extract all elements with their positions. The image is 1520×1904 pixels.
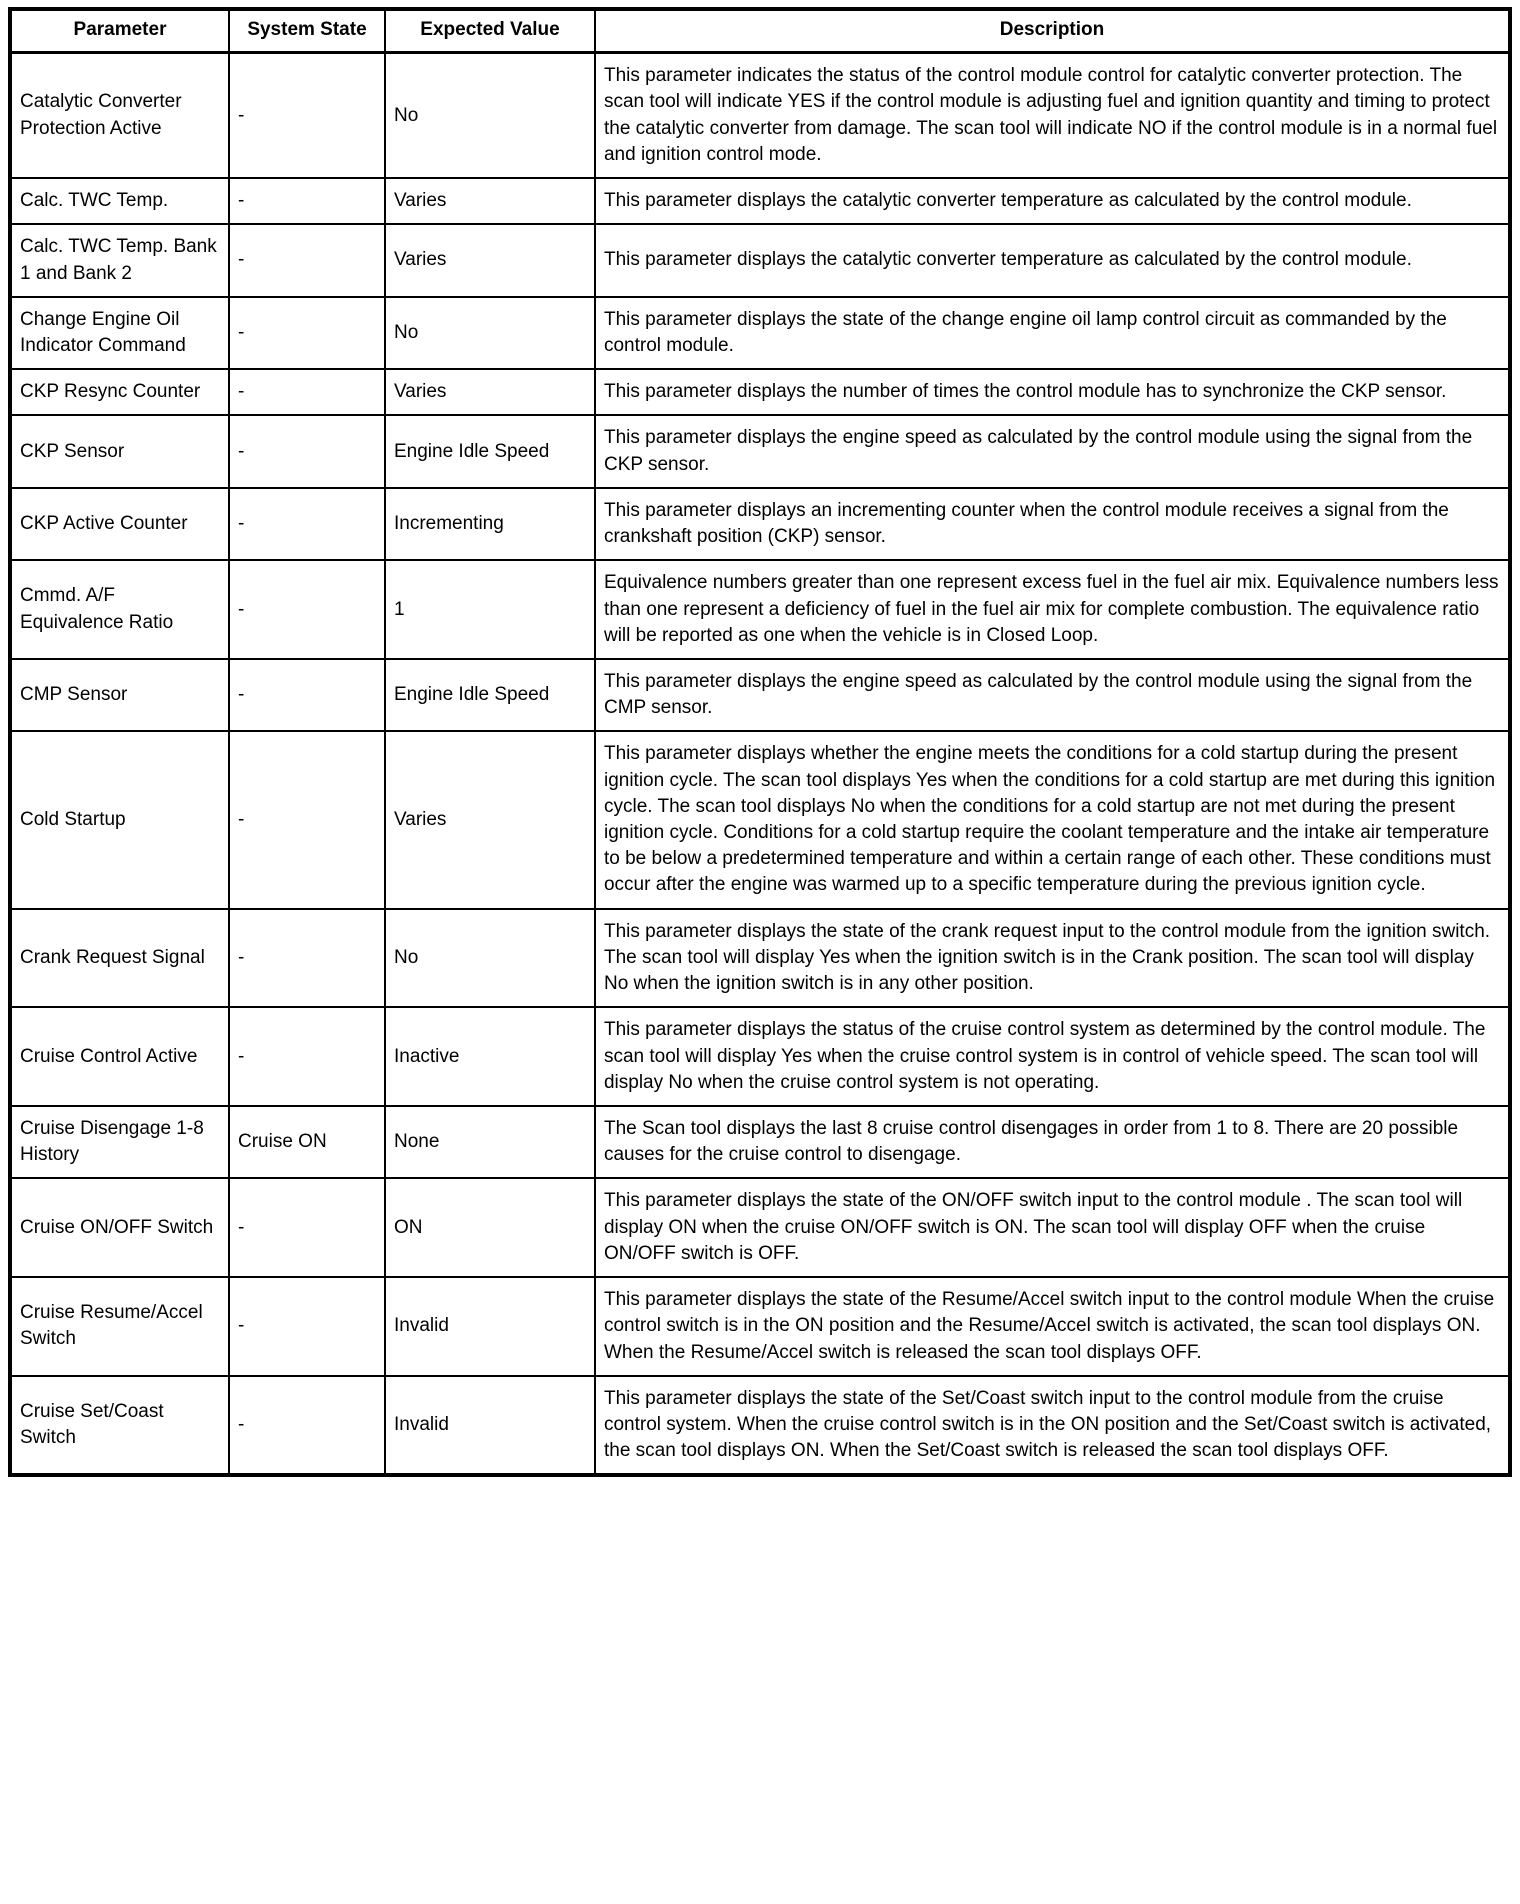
system-state-cell: - (229, 297, 385, 369)
expected-value-cell: Varies (385, 224, 595, 296)
parameter-cell: CMP Sensor (10, 659, 229, 731)
table-row (10, 909, 1510, 1008)
description-cell: This parameter displays whether the engine meets the conditions for a cold startup during the present ignition cycle. The scan tool displays Yes when the conditions for a cold startup are met during this ignition cycle. The scan tool displays No when the conditions for a cold startup are not met during the present ignition cycle. Conditions for a cold startup require the coolant temperature and the intake air temperature to be below a predetermined temperature and within a certain range of each other. These conditions must occur after the engine was warmed up to a specific temperature during the previous ignition cycle. (595, 731, 1510, 908)
expected-value-cell: Invalid (385, 1277, 595, 1376)
parameter-cell: Calc. TWC Temp. (10, 178, 229, 224)
parameter-cell: CKP Sensor (10, 415, 229, 487)
expected-value-cell: Varies (385, 731, 595, 908)
parameter-cell: CKP Active Counter (10, 488, 229, 560)
description-cell: This parameter displays the state of the ON/OFF switch input to the control module . The scan tool will display ON when the cruise ON/OFF switch is ON. The scan tool will display OFF when the cruise ON/OFF switch is OFF. (595, 1178, 1510, 1277)
expected-value-cell: Engine Idle Speed (385, 415, 595, 487)
table-row (10, 731, 1510, 908)
system-state-cell: - (229, 488, 385, 560)
expected-value-cell: None (385, 1106, 595, 1178)
system-state-cell: - (229, 560, 385, 659)
parameter-cell: Cruise Disengage 1-8 History (10, 1106, 229, 1178)
expected-value-cell: ON (385, 1178, 595, 1277)
description-cell: This parameter displays the status of the cruise control system as determined by the control module. The scan tool will display Yes when the cruise control system is in control of vehicle speed. The scan tool will display No when the cruise control system is not operating. (595, 1007, 1510, 1106)
expected-value-cell: No (385, 297, 595, 369)
system-state-cell: - (229, 1376, 385, 1476)
system-state-cell: - (229, 369, 385, 415)
description-cell: This parameter displays an incrementing counter when the control module receives a signal from the crankshaft position (CKP) sensor. (595, 488, 1510, 560)
header-description: Description (595, 9, 1510, 53)
description-cell: This parameter displays the state of the crank request input to the control module from the ignition switch. The scan tool will display Yes when the ignition switch is in the Crank position. The scan tool will display No when the ignition switch is in any other position. (595, 909, 1510, 1008)
system-state-cell: - (229, 1007, 385, 1106)
system-state-cell: - (229, 178, 385, 224)
parameter-cell: Crank Request Signal (10, 909, 229, 1008)
table-body (10, 53, 1510, 1476)
table-row (10, 53, 1510, 178)
system-state-cell: - (229, 731, 385, 908)
description-cell: This parameter indicates the status of the control module control for catalytic converter protection. The scan tool will indicate YES if the control module is adjusting fuel and ignition quantity and timing to protect the catalytic converter from damage. The scan tool will indicate NO if the control module is in a normal fuel and ignition control mode. (595, 53, 1510, 178)
expected-value-cell: No (385, 53, 595, 178)
table-row (10, 369, 1510, 415)
description-cell: This parameter displays the state of the change engine oil lamp control circuit as commanded by the control module. (595, 297, 1510, 369)
parameter-cell: CKP Resync Counter (10, 369, 229, 415)
expected-value-cell: Varies (385, 178, 595, 224)
system-state-cell: - (229, 659, 385, 731)
table-row (10, 415, 1510, 487)
table-row (10, 297, 1510, 369)
description-cell: This parameter displays the engine speed as calculated by the control module using the signal from the CMP sensor. (595, 659, 1510, 731)
parameter-cell: Catalytic Converter Protection Active (10, 53, 229, 178)
parameter-cell: Cruise Control Active (10, 1007, 229, 1106)
description-cell: The Scan tool displays the last 8 cruise control disengages in order from 1 to 8. There are 20 possible causes for the cruise control to disengage. (595, 1106, 1510, 1178)
expected-value-cell: Engine Idle Speed (385, 659, 595, 731)
system-state-cell: - (229, 1178, 385, 1277)
parameter-cell: Cold Startup (10, 731, 229, 908)
expected-value-cell: Varies (385, 369, 595, 415)
scan-tool-parameter-table (8, 7, 1512, 1477)
parameter-cell: Cruise ON/OFF Switch (10, 1178, 229, 1277)
expected-value-cell: Invalid (385, 1376, 595, 1476)
parameter-cell: Cruise Resume/Accel Switch (10, 1277, 229, 1376)
system-state-cell: - (229, 415, 385, 487)
table-row (10, 659, 1510, 731)
table-row (10, 178, 1510, 224)
table-row (10, 1376, 1510, 1476)
system-state-cell: - (229, 909, 385, 1008)
expected-value-cell: 1 (385, 560, 595, 659)
header-expected-value: Expected Value (385, 9, 595, 53)
system-state-cell: - (229, 1277, 385, 1376)
header-row (10, 9, 1510, 53)
table-row (10, 488, 1510, 560)
expected-value-cell: No (385, 909, 595, 1008)
table-row (10, 560, 1510, 659)
table-row (10, 1277, 1510, 1376)
description-cell: This parameter displays the state of the Set/Coast switch input to the control module from the cruise control system. When the cruise control switch is in the ON position and the Set/Coast switch is activated, the scan tool displays ON. When the Set/Coast switch is released the scan tool displays OFF. (595, 1376, 1510, 1476)
header-system-state: System State (229, 9, 385, 53)
table-row (10, 1007, 1510, 1106)
description-cell: This parameter displays the state of the Resume/Accel switch input to the control module When the cruise control switch is in the ON position and the Resume/Accel switch is activated, the scan tool displays ON. When the Resume/Accel switch is released the scan tool displays OFF. (595, 1277, 1510, 1376)
description-cell: This parameter displays the number of times the control module has to synchronize the CKP sensor. (595, 369, 1510, 415)
header-parameter: Parameter (10, 9, 229, 53)
description-cell: Equivalence numbers greater than one represent excess fuel in the fuel air mix. Equivalence numbers less than one represent a deficiency of fuel in the fuel air mix for complete combustion. The equivalence ratio will be reported as one when the vehicle is in Closed Loop. (595, 560, 1510, 659)
expected-value-cell: Inactive (385, 1007, 595, 1106)
table-row (10, 1106, 1510, 1178)
parameter-cell: Cruise Set/Coast Switch (10, 1376, 229, 1476)
parameter-cell: Calc. TWC Temp. Bank 1 and Bank 2 (10, 224, 229, 296)
expected-value-cell: Incrementing (385, 488, 595, 560)
parameter-cell: Cmmd. A/F Equivalence Ratio (10, 560, 229, 659)
system-state-cell: Cruise ON (229, 1106, 385, 1178)
system-state-cell: - (229, 53, 385, 178)
description-cell: This parameter displays the catalytic converter temperature as calculated by the control module. (595, 178, 1510, 224)
table-row (10, 224, 1510, 296)
table-row (10, 1178, 1510, 1277)
parameter-cell: Change Engine Oil Indicator Command (10, 297, 229, 369)
description-cell: This parameter displays the catalytic converter temperature as calculated by the control module. (595, 224, 1510, 296)
system-state-cell: - (229, 224, 385, 296)
description-cell: This parameter displays the engine speed as calculated by the control module using the signal from the CKP sensor. (595, 415, 1510, 487)
